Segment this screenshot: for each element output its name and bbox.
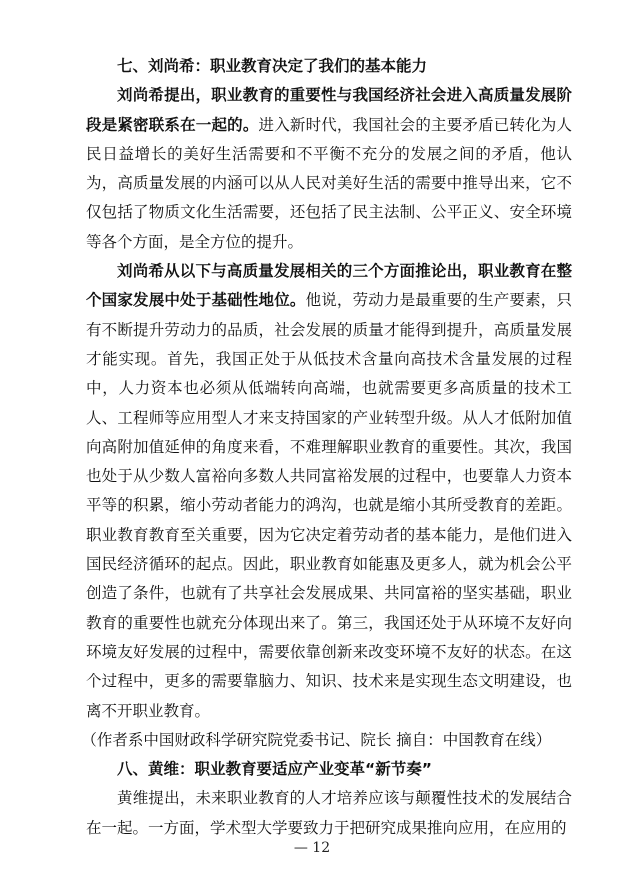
- paragraph-3: 黄维提出，未来职业教育的人才培养应该与颠覆性技术的发展结合在一起。一方面，学术型大学要致力于把研究成果推向应用，在应用的: [86, 789, 572, 837]
- paragraph-1-lead: 刘尚希提出，职业教育的重要性与我国经济社会进入高质量发展阶段是紧密联系在一起的。: [86, 86, 572, 134]
- paragraph-2-text: 他说，劳动力是最重要的生产要素，只有不断提升劳动力的品质，社会发展的质量才能得到提升，高质量发展才能实现。首先，我国正处于从低技术含量向高技术含量发展的过程中，人力资本也必须从低端转向高端，也就需要更多高质量的技术工人、工程师等应用型人才来支持国家的产业转型升级。从人才低附加值向高附加值延伸的角度来看，不难理解职业教育的重要性。其次，我国也处于从少数人富裕向多数人共同富裕发展的过程中，也要靠人力资本平等的积累，缩小劳动者能力的鸿沟，也就是缩小其所受教育的差距。职业教育教育至关重要，因为它决定着劳动者的基本能力，是他们进入国民经济循环的起点。因此，职业教育如能惠及更多人，就为机会公平创造了条件，也就有了共享社会发展成果、共同富裕的坚实基础，职业教育的重要性也就充分体现出来了。第三，我国还处于从环境不友好向环境友好发展的过程中，需要依靠创新来改变环境不友好的状态。在这个过程中，更多的需要靠脑力、知识、技术来是实现生态文明建设，也离不开职业教育。: [86, 291, 572, 720]
- paragraph-1: [86, 81, 572, 257]
- page-number: — 12: [293, 840, 331, 856]
- paragraph-2-lead: 刘尚希从以下与高质量发展相关的三个方面推论出，职业教育在整个国家发展中处于基础性地位。: [86, 262, 572, 310]
- section-heading-8: 八、黄维：职业教育要适应产业变革“新节奏”: [117, 760, 432, 779]
- paragraph-2: [86, 257, 572, 726]
- document-body: [81, 52, 572, 843]
- source-note: （作者系中国财政科学研究院党委书记、院长 摘自：中国教育在线）: [81, 730, 552, 749]
- paragraph-1-text: 进入新时代，我国社会的主要矛盾已转化为人民日益增长的美好生活需要和不平衡不充分的发展之间的矛盾，他认为，高质量发展的内涵可以从人民对美好生活的需要中推导出来，它不仅包括了物质文化生活需要，还包括了民主法制、公平正义、安全环境等各个方面，是全方位的提升。: [86, 115, 572, 251]
- section-heading-7: 七、刘尚希：职业教育决定了我们的基本能力: [117, 57, 428, 75]
